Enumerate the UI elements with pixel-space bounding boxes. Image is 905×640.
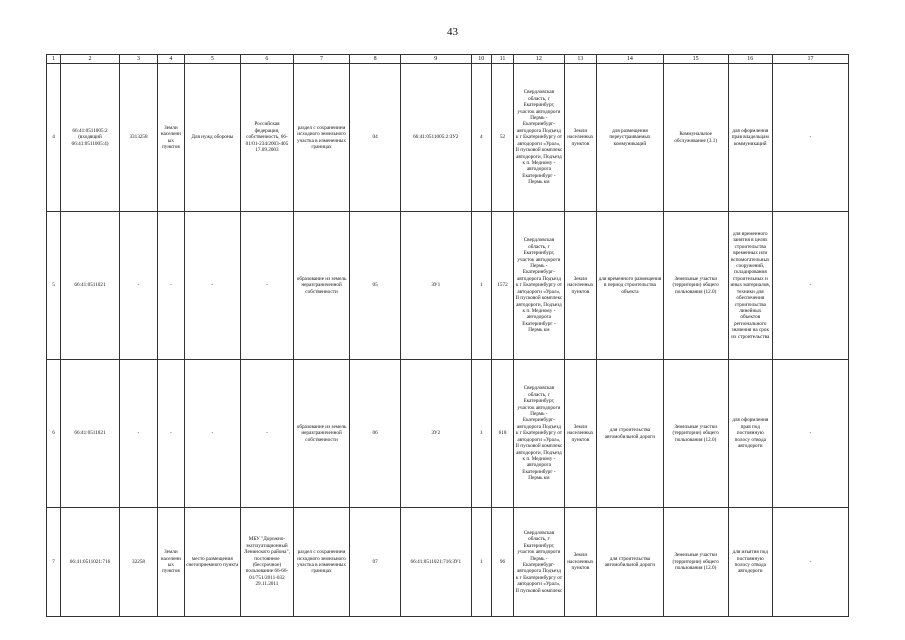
row-number: 4 bbox=[47, 64, 61, 212]
area-value: - bbox=[119, 212, 157, 360]
column-number: 13 bbox=[564, 55, 596, 64]
column-number: 4 bbox=[158, 55, 184, 64]
rights-holder: - bbox=[241, 360, 294, 508]
plot-area: 1572 bbox=[491, 212, 513, 360]
note: для оформления прав под постоянную полосу отвода автодороги bbox=[728, 360, 772, 508]
new-land-category: Земли населенных пунктов bbox=[564, 360, 596, 508]
new-land-category: Земли населенных пунктов bbox=[564, 212, 596, 360]
purpose: для размещения переустраиваемых коммуникаций bbox=[597, 64, 664, 212]
plot-index: 04 bbox=[350, 64, 401, 212]
note: для оформления прав владельцам коммуникаций bbox=[728, 64, 772, 212]
plot-area: 52 bbox=[491, 64, 513, 212]
cadastral-number: 66:41:0511005:2 (входящий 66:41:0511005:4) bbox=[61, 64, 120, 212]
plot-area: 618 bbox=[491, 360, 513, 508]
contour-count: 1 bbox=[471, 508, 491, 617]
plot-designation: 66:41:0511021:716:ЗУ1 bbox=[400, 508, 471, 617]
column-number: 10 bbox=[471, 55, 491, 64]
plot-designation: 66:41:0511005:2:ЗУ2 bbox=[400, 64, 471, 212]
row-number: 6 bbox=[47, 360, 61, 508]
land-category: - bbox=[158, 212, 184, 360]
cadastral-number: 66:41:0511021 bbox=[61, 360, 120, 508]
table-row bbox=[47, 64, 849, 212]
column-number: 2 bbox=[61, 55, 120, 64]
plot-index: 05 bbox=[350, 212, 401, 360]
address bbox=[514, 64, 565, 212]
plot-designation: ЗУ2 bbox=[400, 360, 471, 508]
formation-method: образование из земель неразграниченной собственности bbox=[293, 212, 350, 360]
use-type: Земельные участки (территории) общего пользования (12.0) bbox=[663, 508, 728, 617]
column-number: 17 bbox=[773, 55, 849, 64]
cadastral-number: 66:41:0511021 bbox=[61, 212, 120, 360]
address-text: Свердловская область, г Екатеринбург, участок автодороги Пермь - Екатеринбург-автодорога Подъезд к г Екатеринбургу от автодороги «Урал», II пусковой комплекс автодороги, Подъезд к п. Медному - автодорога Екатеринбург - Пермь км bbox=[515, 89, 563, 186]
permitted-use: Для нужд обороны bbox=[184, 64, 241, 212]
column-number: 12 bbox=[514, 55, 565, 64]
column-number: 5 bbox=[184, 55, 241, 64]
permitted-use: - bbox=[184, 360, 241, 508]
formation-method: раздел с сохранением исходного земельного участка в измененных границах bbox=[293, 508, 350, 617]
row-number: 5 bbox=[47, 212, 61, 360]
plot-area: 96 bbox=[491, 508, 513, 617]
extra: - bbox=[773, 212, 849, 360]
use-type: Земельные участки (территории) общего пользования (12.0) bbox=[663, 212, 728, 360]
plot-index: 07 bbox=[350, 508, 401, 617]
column-number: 9 bbox=[400, 55, 471, 64]
area-value: - bbox=[119, 360, 157, 508]
table-row bbox=[47, 212, 849, 360]
column-number-row bbox=[47, 55, 849, 64]
land-category: - bbox=[158, 360, 184, 508]
column-number: 8 bbox=[350, 55, 401, 64]
page-number: 43 bbox=[447, 26, 458, 38]
rights-holder: - bbox=[241, 212, 294, 360]
note: для изъятия под постоянную полосу отвода автодороги bbox=[728, 508, 772, 617]
rights-holder: Российская федерация, собственность, 66-01/01-234/2003-405 17.09.2003 bbox=[241, 64, 294, 212]
column-number: 16 bbox=[728, 55, 772, 64]
column-number: 7 bbox=[293, 55, 350, 64]
plot-index: 06 bbox=[350, 360, 401, 508]
address-text: Свердловская область, г Екатеринбург, участок автодороги Пермь - Екатеринбург-автодорога Подъезд к г Екатеринбургу от автодороги «Урал», II пусковой комплекс bbox=[515, 529, 563, 594]
column-number: 1 bbox=[47, 55, 61, 64]
land-category: Земли населенных пунктов bbox=[158, 508, 184, 617]
contour-count: 1 bbox=[471, 360, 491, 508]
table-row bbox=[47, 360, 849, 508]
purpose: для временного размещения в период строительства объекта bbox=[597, 212, 664, 360]
land-category: Земли населенных пунктов bbox=[158, 64, 184, 212]
extra: - bbox=[773, 64, 849, 212]
formation-method: образование из земель неразграниченной собственности bbox=[293, 360, 350, 508]
address-text: Свердловская область, г Екатеринбург, участок автодороги Пермь - Екатеринбург-автодорога Подъезд к г Екатеринбургу от автодороги «Урал», II пусковой комплекс автодороги, Подъезд к п. Медному - автодорога Екатеринбург - Пермь км bbox=[515, 385, 563, 482]
use-type: Земельные участки (территории) общего пользования (12.0) bbox=[663, 360, 728, 508]
purpose: для строительства автомобильной дороги bbox=[597, 360, 664, 508]
new-land-category: Земли населенных пунктов bbox=[564, 64, 596, 212]
address bbox=[514, 508, 565, 617]
new-land-category: Земли населенных пунктов bbox=[564, 508, 596, 617]
area-value: 32258 bbox=[119, 508, 157, 617]
land-plots-table bbox=[46, 54, 849, 617]
note-text: для временного занятия в целях строительства временных или вспомогательных сооружений, складирования строительных и иных материалов, техники для обеспечения строительства линейных объектов регионального значения на срок их строительства bbox=[730, 231, 771, 340]
formation-method: раздел с сохранением исходного земельного участка в измененных границах bbox=[293, 64, 350, 212]
extra: - bbox=[773, 508, 849, 617]
column-number: 6 bbox=[241, 55, 294, 64]
address bbox=[514, 360, 565, 508]
permitted-use: - bbox=[184, 212, 241, 360]
permitted-use: место размещения снегоприемного пункта bbox=[184, 508, 241, 617]
cadastral-number: 66:41:0511021:716 bbox=[61, 508, 120, 617]
column-number: 3 bbox=[119, 55, 157, 64]
extra: - bbox=[773, 360, 849, 508]
note bbox=[728, 212, 772, 360]
purpose: для строительства автомобильной дороги bbox=[597, 508, 664, 617]
contour-count: 4 bbox=[471, 64, 491, 212]
area-value: 3313258 bbox=[119, 64, 157, 212]
column-number: 11 bbox=[491, 55, 513, 64]
address-text: Свердловская область, г Екатеринбург, участок автодороги Пермь - Екатеринбург-автодорога Подъезд к г Екатеринбургу от автодороги «Урал», II пусковой комплекс автодороги, Подъезд к п. Медному - автодорога Екатеринбург - Пермь км bbox=[515, 237, 563, 334]
column-number: 14 bbox=[597, 55, 664, 64]
rights-holder: МБУ "Дорожно-эксплуатационный Ленинского района", постоянное (бессрочное) пользование 66-66-01/751/2011-032 29.11.2011 bbox=[241, 508, 294, 617]
contour-count: 1 bbox=[471, 212, 491, 360]
use-type: Коммунальное обслуживание (3.1) bbox=[663, 64, 728, 212]
address bbox=[514, 212, 565, 360]
table-row bbox=[47, 508, 849, 617]
row-number: 7 bbox=[47, 508, 61, 617]
plot-designation: ЗУ1 bbox=[400, 212, 471, 360]
column-number: 15 bbox=[663, 55, 728, 64]
